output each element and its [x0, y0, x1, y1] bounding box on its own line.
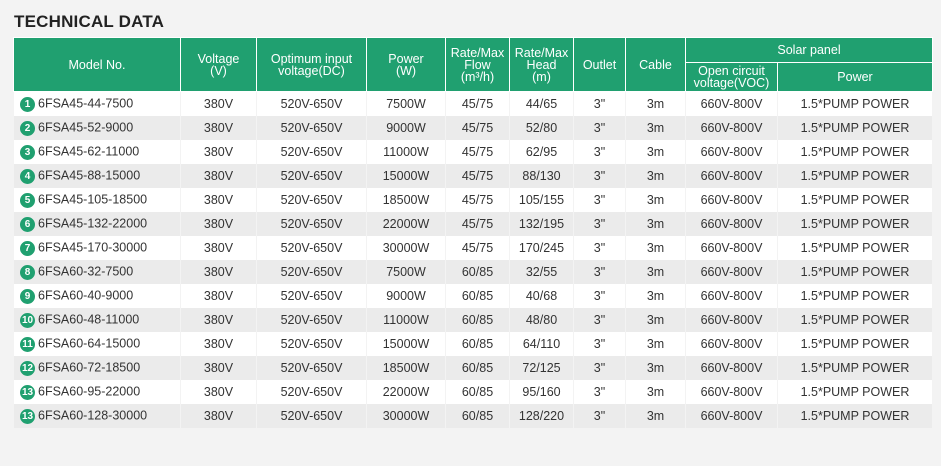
outlet-cell: 3" [574, 116, 626, 140]
panel-power-cell: 1.5*PUMP POWER [778, 308, 933, 332]
model-cell [14, 356, 181, 380]
head-cell: 128/220 [510, 404, 574, 428]
header-outlet: Outlet [574, 38, 626, 92]
table-row [14, 356, 933, 380]
voltage-cell: 380V [181, 116, 257, 140]
panel-power-cell: 1.5*PUMP POWER [778, 140, 933, 164]
header-solar-panel: Solar panel [686, 38, 933, 63]
voc-cell: 660V-800V [686, 284, 778, 308]
power-cell: 15000W [367, 164, 446, 188]
outlet-cell: 3" [574, 356, 626, 380]
panel-power-cell: 1.5*PUMP POWER [778, 260, 933, 284]
row-number-badge: 3 [20, 145, 35, 160]
voc-cell: 660V-800V [686, 308, 778, 332]
table-row [14, 236, 933, 260]
voc-cell: 660V-800V [686, 188, 778, 212]
model-number: 6FSA60-40-9000 [38, 289, 134, 304]
dc-voltage-cell: 520V-650V [257, 188, 367, 212]
model-number: 6FSA60-72-18500 [38, 361, 141, 376]
power-cell: 9000W [367, 116, 446, 140]
head-cell: 44/65 [510, 92, 574, 117]
model-cell [14, 164, 181, 188]
table-row [14, 404, 933, 428]
dc-voltage-cell: 520V-650V [257, 212, 367, 236]
head-cell: 170/245 [510, 236, 574, 260]
outlet-cell: 3" [574, 332, 626, 356]
header-flow-label: Rate/Max Flow [450, 45, 505, 72]
head-cell: 132/195 [510, 212, 574, 236]
model-number: 6FSA45-52-9000 [38, 121, 134, 136]
header-open-circuit-voltage [686, 63, 778, 92]
model-cell [14, 308, 181, 332]
flow-cell: 60/85 [446, 260, 510, 284]
row-number-badge: 9 [20, 289, 35, 304]
header-model: Model No. [14, 38, 181, 92]
power-cell: 30000W [367, 404, 446, 428]
panel-power-cell: 1.5*PUMP POWER [778, 332, 933, 356]
header-optimum-input-voltage: Optimum input voltage(DC) [257, 38, 367, 92]
flow-cell: 45/75 [446, 236, 510, 260]
dc-voltage-cell: 520V-650V [257, 164, 367, 188]
page-title: TECHNICAL DATA [14, 12, 165, 31]
table-row [14, 308, 933, 332]
row-number-badge: 8 [20, 265, 35, 280]
model-cell [14, 236, 181, 260]
dc-voltage-cell: 520V-650V [257, 284, 367, 308]
voltage-cell: 380V [181, 188, 257, 212]
power-cell: 30000W [367, 236, 446, 260]
model-number: 6FSA45-88-15000 [38, 169, 141, 184]
model-cell [14, 260, 181, 284]
panel-power-cell: 1.5*PUMP POWER [778, 164, 933, 188]
outlet-cell: 3" [574, 188, 626, 212]
dc-voltage-cell: 520V-650V [257, 236, 367, 260]
head-cell: 40/68 [510, 284, 574, 308]
voltage-cell: 380V [181, 308, 257, 332]
voltage-cell: 380V [181, 356, 257, 380]
power-cell: 15000W [367, 332, 446, 356]
cable-cell: 3m [626, 404, 686, 428]
cable-cell: 3m [626, 164, 686, 188]
power-cell: 18500W [367, 188, 446, 212]
header-flow [446, 38, 510, 92]
cable-cell: 3m [626, 284, 686, 308]
flow-cell: 60/85 [446, 332, 510, 356]
power-cell: 22000W [367, 380, 446, 404]
dc-voltage-cell: 520V-650V [257, 308, 367, 332]
header-head: Rate/Max Head (m) [510, 38, 574, 92]
outlet-cell: 3" [574, 284, 626, 308]
outlet-cell: 3" [574, 164, 626, 188]
table-row [14, 332, 933, 356]
model-number: 6FSA45-44-7500 [38, 97, 134, 112]
dc-voltage-cell: 520V-650V [257, 140, 367, 164]
row-number-badge: 13 [21, 410, 34, 422]
table-row [14, 164, 933, 188]
model-cell [14, 116, 181, 140]
row-number-badge: 13 [21, 386, 34, 398]
dc-voltage-cell: 520V-650V [257, 260, 367, 284]
voltage-cell: 380V [181, 212, 257, 236]
row-number-badge: 1 [20, 97, 35, 112]
model-cell [14, 188, 181, 212]
flow-cell: 60/85 [446, 308, 510, 332]
power-cell: 7500W [367, 260, 446, 284]
dc-voltage-cell: 520V-650V [257, 332, 367, 356]
power-cell: 11000W [367, 308, 446, 332]
outlet-cell: 3" [574, 260, 626, 284]
cable-cell: 3m [626, 236, 686, 260]
power-cell: 18500W [367, 356, 446, 380]
head-cell: 48/80 [510, 308, 574, 332]
model-cell [14, 380, 181, 404]
cable-cell: 3m [626, 212, 686, 236]
panel-power-cell: 1.5*PUMP POWER [778, 236, 933, 260]
voltage-cell: 380V [181, 404, 257, 428]
model-number: 6FSA45-170-30000 [38, 241, 148, 256]
voc-cell: 660V-800V [686, 236, 778, 260]
voltage-cell: 380V [181, 236, 257, 260]
outlet-cell: 3" [574, 308, 626, 332]
voc-cell: 660V-800V [686, 356, 778, 380]
head-cell: 88/130 [510, 164, 574, 188]
flow-cell: 45/75 [446, 140, 510, 164]
header-open-circuit-label: Open circuit [698, 64, 765, 78]
voc-cell: 660V-800V [686, 380, 778, 404]
voc-cell: 660V-800V [686, 140, 778, 164]
voc-cell: 660V-800V [686, 404, 778, 428]
table-row [14, 260, 933, 284]
table-row [14, 380, 933, 404]
model-cell [14, 212, 181, 236]
outlet-cell: 3" [574, 140, 626, 164]
voc-cell: 660V-800V [686, 260, 778, 284]
header-cable: Cable [626, 38, 686, 92]
outlet-cell: 3" [574, 404, 626, 428]
model-cell [14, 404, 181, 428]
table-row [14, 92, 933, 117]
panel-power-cell: 1.5*PUMP POWER [778, 116, 933, 140]
voltage-cell: 380V [181, 260, 257, 284]
panel-power-cell: 1.5*PUMP POWER [778, 404, 933, 428]
cable-cell: 3m [626, 116, 686, 140]
power-cell: 11000W [367, 140, 446, 164]
power-cell: 9000W [367, 284, 446, 308]
table-row [14, 284, 933, 308]
head-cell: 52/80 [510, 116, 574, 140]
outlet-cell: 3" [574, 380, 626, 404]
dc-voltage-cell: 520V-650V [257, 116, 367, 140]
dc-voltage-cell: 520V-650V [257, 92, 367, 117]
head-cell: 105/155 [510, 188, 574, 212]
cable-cell: 3m [626, 332, 686, 356]
voc-cell: 660V-800V [686, 164, 778, 188]
model-cell [14, 332, 181, 356]
voltage-cell: 380V [181, 332, 257, 356]
power-cell: 22000W [367, 212, 446, 236]
head-cell: 64/110 [510, 332, 574, 356]
header-voltage: Voltage (V) [181, 38, 257, 92]
head-cell: 32/55 [510, 260, 574, 284]
voc-cell: 660V-800V [686, 212, 778, 236]
row-number-badge: 11 [20, 337, 35, 352]
model-cell [14, 92, 181, 117]
panel-power-cell: 1.5*PUMP POWER [778, 284, 933, 308]
model-number: 6FSA45-105-18500 [38, 193, 148, 208]
flow-cell: 45/75 [446, 188, 510, 212]
row-number-badge: 10 [21, 314, 34, 326]
voltage-cell: 380V [181, 92, 257, 117]
model-number: 6FSA60-95-22000 [38, 385, 141, 400]
row-number-badge: 12 [21, 362, 34, 374]
model-cell [14, 140, 181, 164]
outlet-cell: 3" [574, 212, 626, 236]
technical-data-table [13, 37, 933, 428]
flow-cell: 45/75 [446, 92, 510, 117]
table-row [14, 188, 933, 212]
voc-cell: 660V-800V [686, 332, 778, 356]
head-cell: 62/95 [510, 140, 574, 164]
cable-cell: 3m [626, 140, 686, 164]
outlet-cell: 3" [574, 236, 626, 260]
panel-power-cell: 1.5*PUMP POWER [778, 188, 933, 212]
flow-cell: 60/85 [446, 380, 510, 404]
row-number-badge: 2 [20, 121, 35, 136]
head-cell: 95/160 [510, 380, 574, 404]
voc-cell: 660V-800V [686, 92, 778, 117]
row-number-badge: 7 [20, 241, 35, 256]
table-row [14, 116, 933, 140]
panel-power-cell: 1.5*PUMP POWER [778, 92, 933, 117]
model-number: 6FSA60-128-30000 [38, 409, 148, 424]
header-flow-unit: (m³/h) [460, 69, 495, 84]
flow-cell: 60/85 [446, 404, 510, 428]
cable-cell: 3m [626, 260, 686, 284]
panel-power-cell: 1.5*PUMP POWER [778, 380, 933, 404]
panel-power-cell: 1.5*PUMP POWER [778, 212, 933, 236]
panel-power-cell: 1.5*PUMP POWER [778, 356, 933, 380]
flow-cell: 60/85 [446, 284, 510, 308]
row-number-badge: 5 [20, 193, 35, 208]
voc-cell: 660V-800V [686, 116, 778, 140]
header-voc-label: voltage(VOC) [693, 76, 770, 90]
table-row [14, 140, 933, 164]
voltage-cell: 380V [181, 164, 257, 188]
dc-voltage-cell: 520V-650V [257, 380, 367, 404]
table-row [14, 212, 933, 236]
flow-cell: 45/75 [446, 116, 510, 140]
cable-cell: 3m [626, 92, 686, 117]
flow-cell: 45/75 [446, 164, 510, 188]
voltage-cell: 380V [181, 140, 257, 164]
outlet-cell: 3" [574, 92, 626, 117]
model-number: 6FSA45-62-11000 [38, 145, 140, 160]
model-number: 6FSA60-64-15000 [38, 337, 141, 352]
dc-voltage-cell: 520V-650V [257, 404, 367, 428]
cable-cell: 3m [626, 188, 686, 212]
cable-cell: 3m [626, 308, 686, 332]
flow-cell: 45/75 [446, 212, 510, 236]
model-number: 6FSA60-32-7500 [38, 265, 134, 280]
row-number-badge: 4 [20, 169, 35, 184]
model-cell [14, 284, 181, 308]
row-number-badge: 6 [20, 217, 35, 232]
header-power: Power (W) [367, 38, 446, 92]
voltage-cell: 380V [181, 284, 257, 308]
dc-voltage-cell: 520V-650V [257, 356, 367, 380]
header-panel-power: Power [778, 63, 933, 92]
model-number: 6FSA45-132-22000 [38, 217, 148, 232]
power-cell: 7500W [367, 92, 446, 117]
cable-cell: 3m [626, 356, 686, 380]
flow-cell: 60/85 [446, 356, 510, 380]
voltage-cell: 380V [181, 380, 257, 404]
model-number: 6FSA60-48-11000 [38, 313, 140, 328]
cable-cell: 3m [626, 380, 686, 404]
head-cell: 72/125 [510, 356, 574, 380]
